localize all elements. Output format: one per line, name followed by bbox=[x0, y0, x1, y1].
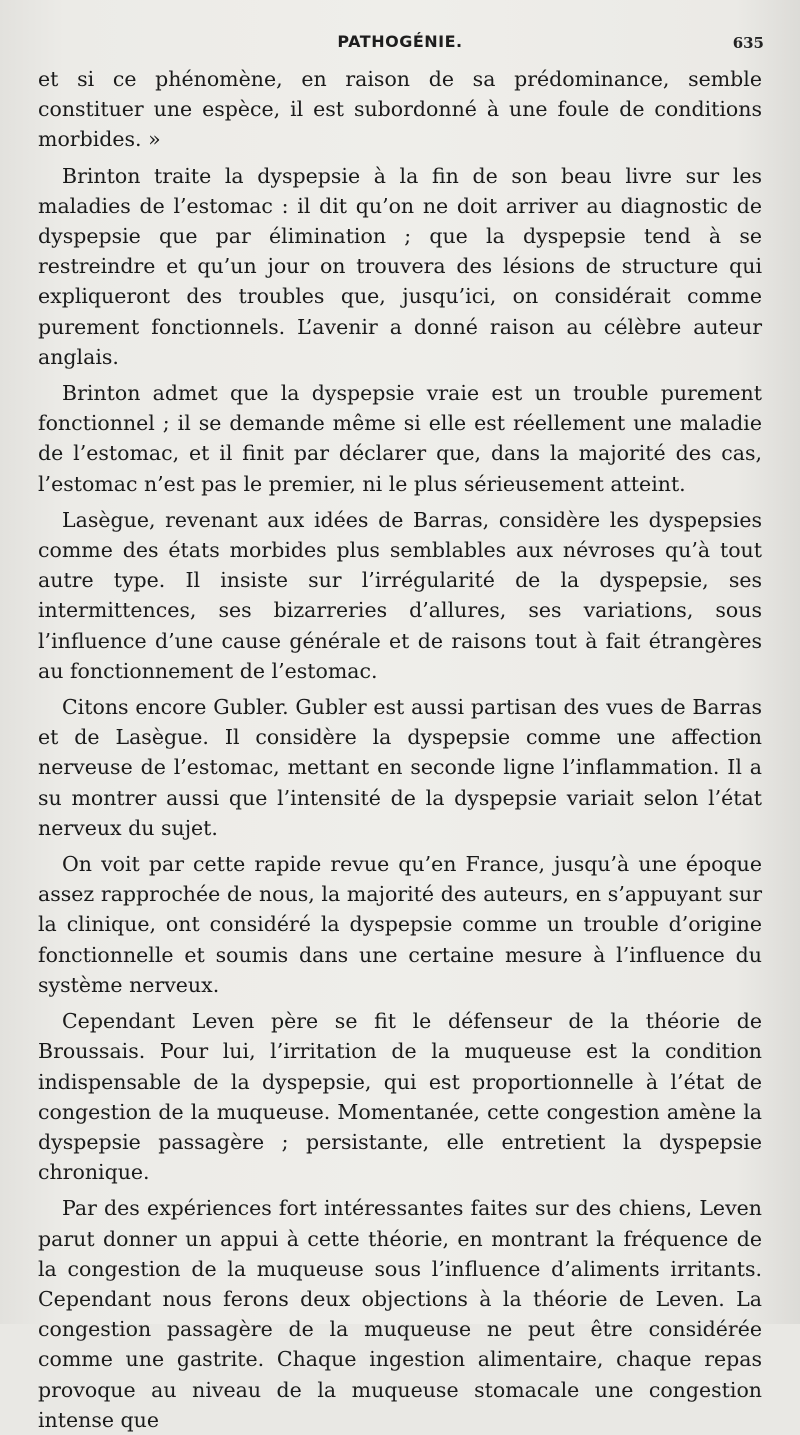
paragraph: Citons encore Gubler. Gubler est aussi partisan des vues de Barras et de Lasègue. Il considère la dyspepsie comme une affection nerveuse de l’estomac, mettant en seconde ligne l’inflammation. Il a su montrer aussi que l’intensité de la dyspepsie variait selon l’état nerveux du sujet. bbox=[38, 695, 762, 840]
paragraph: Brinton admet que la dyspepsie vraie est un trouble purement fonctionnel ; il se demande même si elle est réellement une maladie de l’estomac, et il finit par déclarer que, dans la majorité des cas, l’estomac n’est pas le premier, ni le plus sérieusement atteint. bbox=[38, 381, 762, 496]
paragraph: On voit par cette rapide revue qu’en France, jusqu’à une époque assez rapprochée de nous, la majorité des auteurs, en s’appuyant sur la clinique, ont considéré la dyspepsie comme un trouble d’origine fonctionnelle et soumis dans une certaine mesure à l’influence du système nerveux. bbox=[38, 852, 762, 997]
page-number: 635 bbox=[732, 34, 764, 52]
paragraph: Lasègue, revenant aux idées de Barras, considère les dyspepsies comme des états morbides plus semblables aux névroses qu’à tout autre type. Il insiste sur l’irrégularité de la dyspepsie, ses intermittences, ses bizarreries d’allures, ses variations, sous l’influence d’une cause générale et de raisons tout à fait étrangères au fonctionnement de l’estomac. bbox=[38, 507, 762, 683]
body-text bbox=[38, 64, 762, 1435]
paragraph: et si ce phénomène, en raison de sa prédominance, semble constituer une espèce, il est subordonné à une foule de conditions morbides. » bbox=[38, 67, 762, 152]
paragraph: Cependant Leven père se fit le défenseur de la théorie de Broussais. Pour lui, l’irritation de la muqueuse est la condition indispensable de la dyspepsie, qui est proportionnelle à l’état de congestion de la muqueuse. Momentanée, cette congestion amène la dyspepsie passagère ; persistante, elle entretient la dyspepsie chronique. bbox=[38, 1009, 762, 1185]
running-title: PATHOGÉNIE. bbox=[337, 32, 463, 51]
paragraph: Brinton traite la dyspepsie à la fin de son beau livre sur les maladies de l’estomac : il dit qu’on ne doit arriver au diagnostic de dyspepsie que par élimination ; que la dyspepsie tend à se restreindre et qu’un jour on trouvera des lésions de structure qui expliqueront des troubles que, jusqu’ici, on considérait comme purement fonctionnels. L’avenir a donné raison au célèbre auteur anglais. bbox=[38, 163, 762, 369]
paragraph: Par des expériences fort intéressantes faites sur des chiens, Leven parut donner un appui à cette théorie, en montrant la fréquence de la congestion de la muqueuse sous l’influence d’aliments irritants. Cependant nous ferons deux objections à la théorie de Leven. La congestion passagère de la muqueuse ne peut être considérée comme une gastrite. Chaque ingestion alimentaire, chaque repas provoque au niveau de la muqueuse stomacale une congestion intense que bbox=[38, 1196, 762, 1432]
page-header bbox=[0, 30, 800, 58]
